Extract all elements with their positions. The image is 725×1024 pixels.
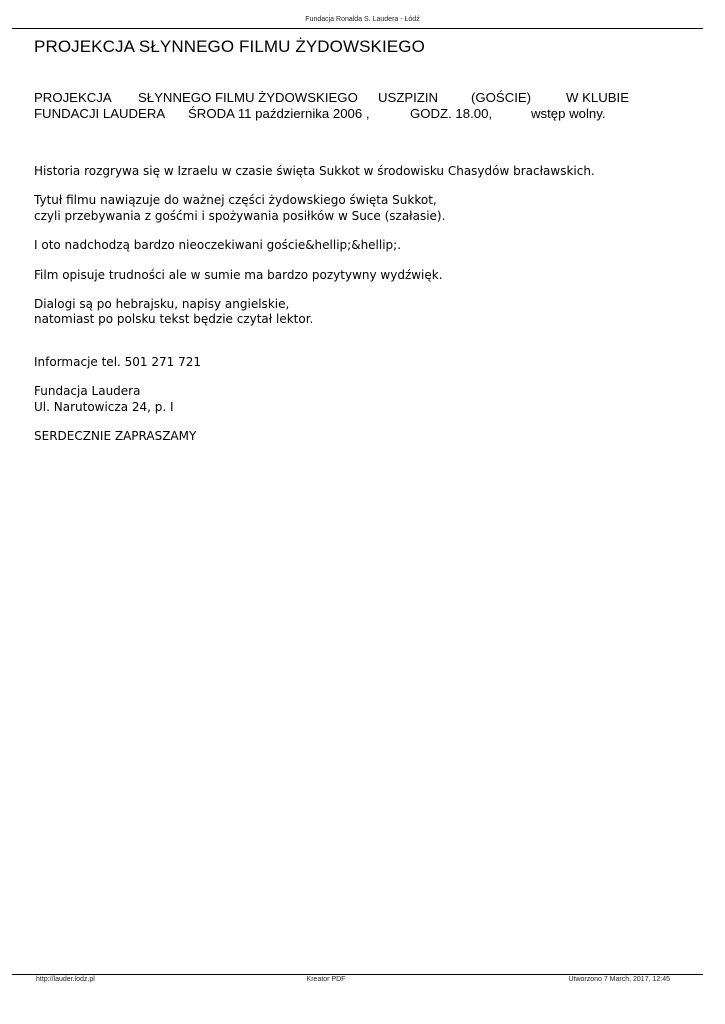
- paragraph: Film opisuje trudności ale w sumie ma bardzo pozytywny wydźwięk.: [34, 267, 443, 282]
- announcement-line-1: [34, 90, 634, 106]
- paragraph: Dialogi są po hebrajsku, napisy angielskie,: [34, 297, 290, 312]
- page-header: Fundacja Ronalda S. Laudera - Łódź: [305, 16, 420, 23]
- announcement-entry: wstęp wolny.: [531, 105, 606, 121]
- paragraph: Tytuł filmu nawiązuje do ważnej części żydowskiego święta Sukkot,: [34, 193, 437, 208]
- footer-generator: Kreator PDF: [306, 976, 346, 983]
- footer-created-date: Utworzono 7 March, 2017, 12:45: [568, 976, 670, 983]
- contact-info: Informacje tel. 501 271 721: [34, 354, 201, 369]
- paragraph: natomiast po polsku tekst będzie czytał lektor.: [34, 312, 314, 327]
- announcement-word: W KLUBIE: [566, 90, 630, 105]
- announcement-word: (GOŚCIE): [471, 90, 532, 105]
- header-divider: [12, 28, 703, 29]
- closing-line: SERDECZNIE ZAPRASZAMY: [34, 429, 197, 444]
- announcement-word: PROJEKCJA: [34, 90, 112, 105]
- address-line: Fundacja Laudera: [34, 384, 141, 399]
- footer-url-link[interactable]: http://lauder.lodz.pl: [36, 976, 95, 983]
- announcement-word: SŁYNNEGO FILMU ŻYDOWSKIEGO: [138, 90, 358, 105]
- announcement-time: GODZ. 18.00,: [410, 105, 493, 121]
- announcement-line-2: [34, 106, 634, 122]
- page-title: PROJEKCJA SŁYNNEGO FILMU ŻYDOWSKIEGO: [34, 37, 425, 56]
- footer-divider: [12, 974, 703, 975]
- announcement-word: FUNDACJI LAUDERA: [34, 105, 166, 121]
- paragraph: Historia rozgrywa się w Izraelu w czasie święta Sukkot w środowisku Chasydów bracławskich.: [34, 164, 595, 178]
- paragraph: czyli przebywania z gośćmi i spożywania posiłków w Suce (szałasie).: [34, 208, 446, 223]
- announcement-date: ŚRODA 11 października 2006 ,: [188, 105, 370, 121]
- article-body: [34, 164, 694, 444]
- address-line: Ul. Narutowicza 24, p. I: [34, 399, 174, 414]
- announcement: [34, 90, 634, 121]
- announcement-word: USZPIZIN: [378, 90, 439, 105]
- paragraph: I oto nadchodzą bardzo nieoczekiwani goście&hellip;&hellip;.: [34, 238, 402, 253]
